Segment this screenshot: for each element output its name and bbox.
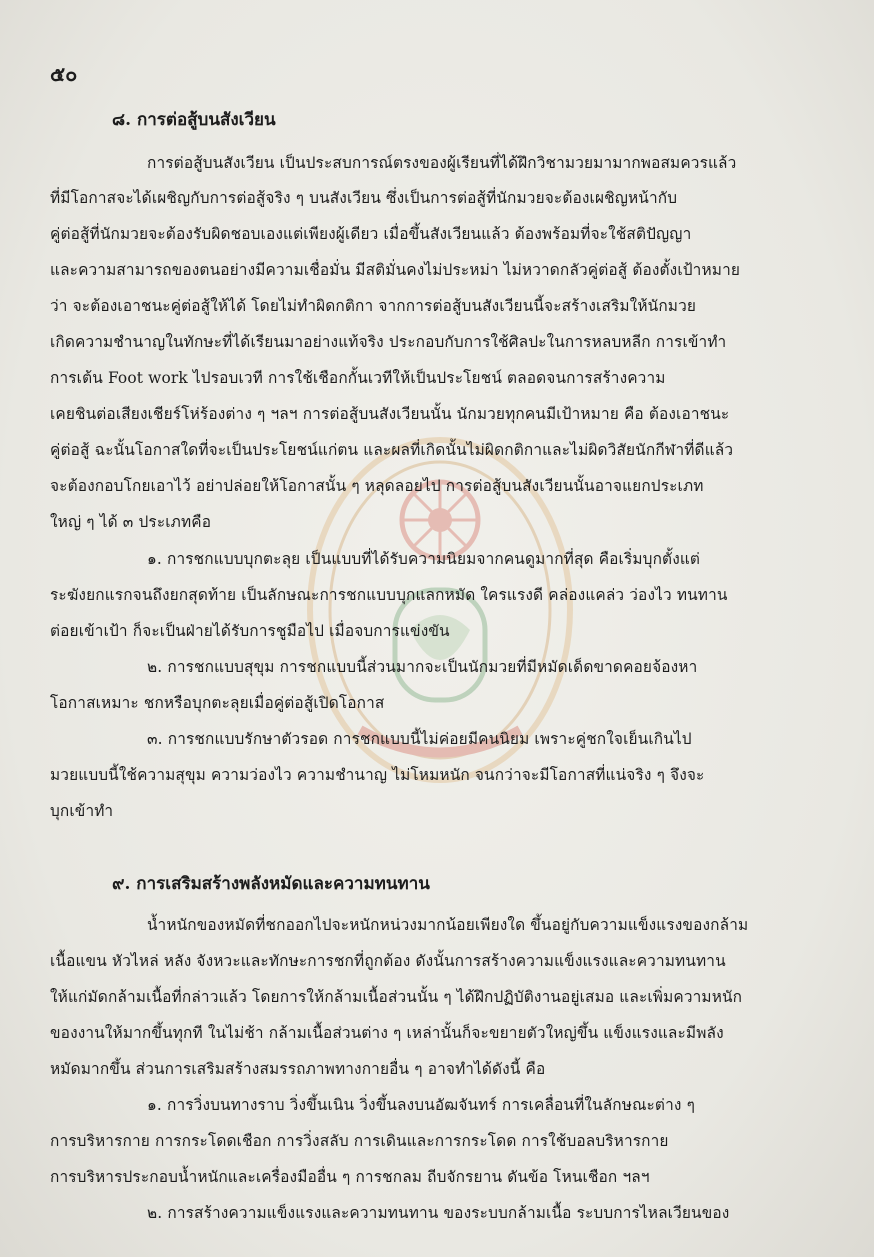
list-item-line: ๒. การชกแบบสุขุม การชกแบบนี้ส่วนมากจะเป็นนักมวยที่มีหมัดเด็ดขาดคอยจ้องหา bbox=[147, 658, 698, 676]
paragraph-line: การต่อสู้บนสังเวียน เป็นประสบการณ์ตรงของผู้เรียนที่ได้ฝึกวิชามวยมามากพอสมควรแล้ว bbox=[147, 154, 737, 172]
paragraph-line: คู่ต่อสู้ที่นักมวยจะต้องรับผิดชอบเองแต่เพียงผู้เดียว เมื่อขึ้นสังเวียนแล้ว ต้องพร้อมที่จะใช้สติปัญญา bbox=[50, 225, 692, 243]
paragraph-line: ใหญ่ ๆ ได้ ๓ ประเภทคือ bbox=[50, 513, 212, 531]
paragraph-line: เกิดความชำนาญในทักษะที่ได้เรียนมาอย่างแท้จริง ประกอบกับการใช้ศิลปะในการหลบหลีก การเข้าทำ bbox=[50, 333, 727, 351]
paragraph-line: น้ำหนักของหมัดที่ชกออกไปจะหนักหน่วงมากน้อยเพียงใด ขึ้นอยู่กับความแข็งแรงของกล้าม bbox=[147, 916, 749, 934]
paragraph-line: เนื้อแขน หัวไหล่ หลัง จังหวะและทักษะการชกที่ถูกต้อง ดังนั้นการสร้างความแข็งแรงและความทนทาน bbox=[50, 952, 726, 970]
list-item-line: ต่อยเข้าเป้า ก็จะเป็นฝ่ายได้รับการชูมือไป เมื่อจบการแข่งขัน bbox=[50, 622, 450, 640]
paragraph-line: การเต้น Foot work ไปรอบเวที การใช้เชือกกั้นเวทีให้เป็นประโยชน์ ตลอดจนการสร้างความ bbox=[50, 369, 666, 387]
paragraph-line: ให้แก่มัดกล้ามเนื้อที่กล่าวแล้ว โดยการให้กล้ามเนื้อส่วนนั้น ๆ ได้ฝึกปฏิบัติงานอยู่เสมอ และเพิ่มความหนัก bbox=[50, 988, 743, 1006]
paragraph-line: ของงานให้มากขึ้นทุกที ในไม่ช้า กล้ามเนื้อส่วนต่าง ๆ เหล่านั้นก็จะขยายตัวใหญ่ขึ้น แข็งแรงและมีพลัง bbox=[50, 1024, 724, 1042]
paragraph-line: คู่ต่อสู้ ฉะนั้นโอกาสใดที่จะเป็นประโยชน์แก่ตน และผลที่เกิดนั้นไม่ผิดกติกาและไม่ผิดวิสัยนักกีฬาที่ดีแล้ว bbox=[50, 441, 734, 459]
list-item-line: ๑. การชกแบบบุกตะลุย เป็นแบบที่ได้รับความนิยมจากคนดูมากที่สุด คือเริ่มบุกตั้งแต่ bbox=[147, 550, 701, 568]
list-item-line: ๑. การวิ่งบนทางราบ วิ่งขึ้นเนิน วิ่งขึ้นลงบนอัฒจันทร์ การเคลื่อนที่ในลักษณะต่าง ๆ bbox=[147, 1096, 695, 1114]
list-item-line: ระฆังยกแรกจนถึงยกสุดท้าย เป็นลักษณะการชกแบบบุกแลกหมัด ใครแรงดี คล่องแคล่ว ว่องไว ทนทาน bbox=[50, 586, 728, 604]
list-item-line: ๓. การชกแบบรักษาตัวรอด การชกแบบนี้ไม่ค่อยมีคนนิยม เพราะคู่ชกใจเย็นเกินไป bbox=[147, 730, 692, 748]
paragraph-line: ที่มีโอกาสจะได้เผชิญกับการต่อสู้จริง ๆ บนสังเวียน ซึ่งเป็นการต่อสู้ที่นักมวยจะต้องเผชิญหน้ากับ bbox=[50, 189, 678, 207]
paragraph-line: ว่า จะต้องเอาชนะคู่ต่อสู้ให้ได้ โดยไม่ทำผิดกติกา จากการต่อสู้บนสังเวียนนี้จะสร้างเสริมให้นักมวย bbox=[50, 297, 697, 315]
list-item-line: การบริหารกาย การกระโดดเชือก การวิ่งสลับ การเดินและการกระโดด การใช้บอลบริหารกาย bbox=[50, 1132, 669, 1150]
paragraph-line: และความสามารถของตนอย่างมีความเชื่อมั่น มีสติมั่นคงไม่ประหม่า ไม่หวาดกลัวคู่ต่อสู้ ต้องตั้งเป้าหมาย bbox=[50, 261, 741, 279]
list-item-line: มวยแบบนี้ใช้ความสุขุม ความว่องไว ความชำนาญ ไม่โหมหนัก จนกว่าจะมีโอกาสที่แน่จริง ๆ จึงจะ bbox=[50, 766, 705, 784]
paragraph-line: เคยชินต่อเสียงเชียร์โห่ร้องต่าง ๆ ฯลฯ การต่อสู้บนสังเวียนนั้น นักมวยทุกคนมีเป้าหมาย คือ ต้องเอาชนะ bbox=[50, 405, 730, 423]
paragraph-line: หมัดมากขึ้น ส่วนการเสริมสร้างสมรรถภาพทางกายอื่น ๆ อาจทำได้ดังนี้ คือ bbox=[50, 1060, 546, 1078]
section-9-heading: ๙. การเสริมสร้างพลังหมัดและความทนทาน bbox=[112, 874, 430, 894]
list-item-line: โอกาสเหมาะ ชกหรือบุกตะลุยเมื่อคู่ต่อสู้เปิดโอกาส bbox=[50, 694, 385, 712]
page-number: ๕๐ bbox=[50, 62, 78, 86]
section-8-heading: ๘. การต่อสู้บนสังเวียน bbox=[112, 110, 276, 130]
list-item-line: การบริหารประกอบน้ำหนักและเครื่องมืออื่น ๆ การชกลม ถีบจักรยาน ดันข้อ โหนเชือก ฯลฯ bbox=[50, 1168, 650, 1186]
paragraph-line: จะต้องกอบโกยเอาไว้ อย่าปล่อยให้โอกาสนั้น ๆ หลุดลอยไป การต่อสู้บนสังเวียนนั้นอาจแยกประเภท bbox=[50, 477, 704, 495]
list-item-line: ๒. การสร้างความแข็งแรงและความทนทาน ของระบบกล้ามเนื้อ ระบบการไหลเวียนของ bbox=[147, 1204, 730, 1222]
list-item-line: บุกเข้าทำ bbox=[50, 802, 114, 820]
